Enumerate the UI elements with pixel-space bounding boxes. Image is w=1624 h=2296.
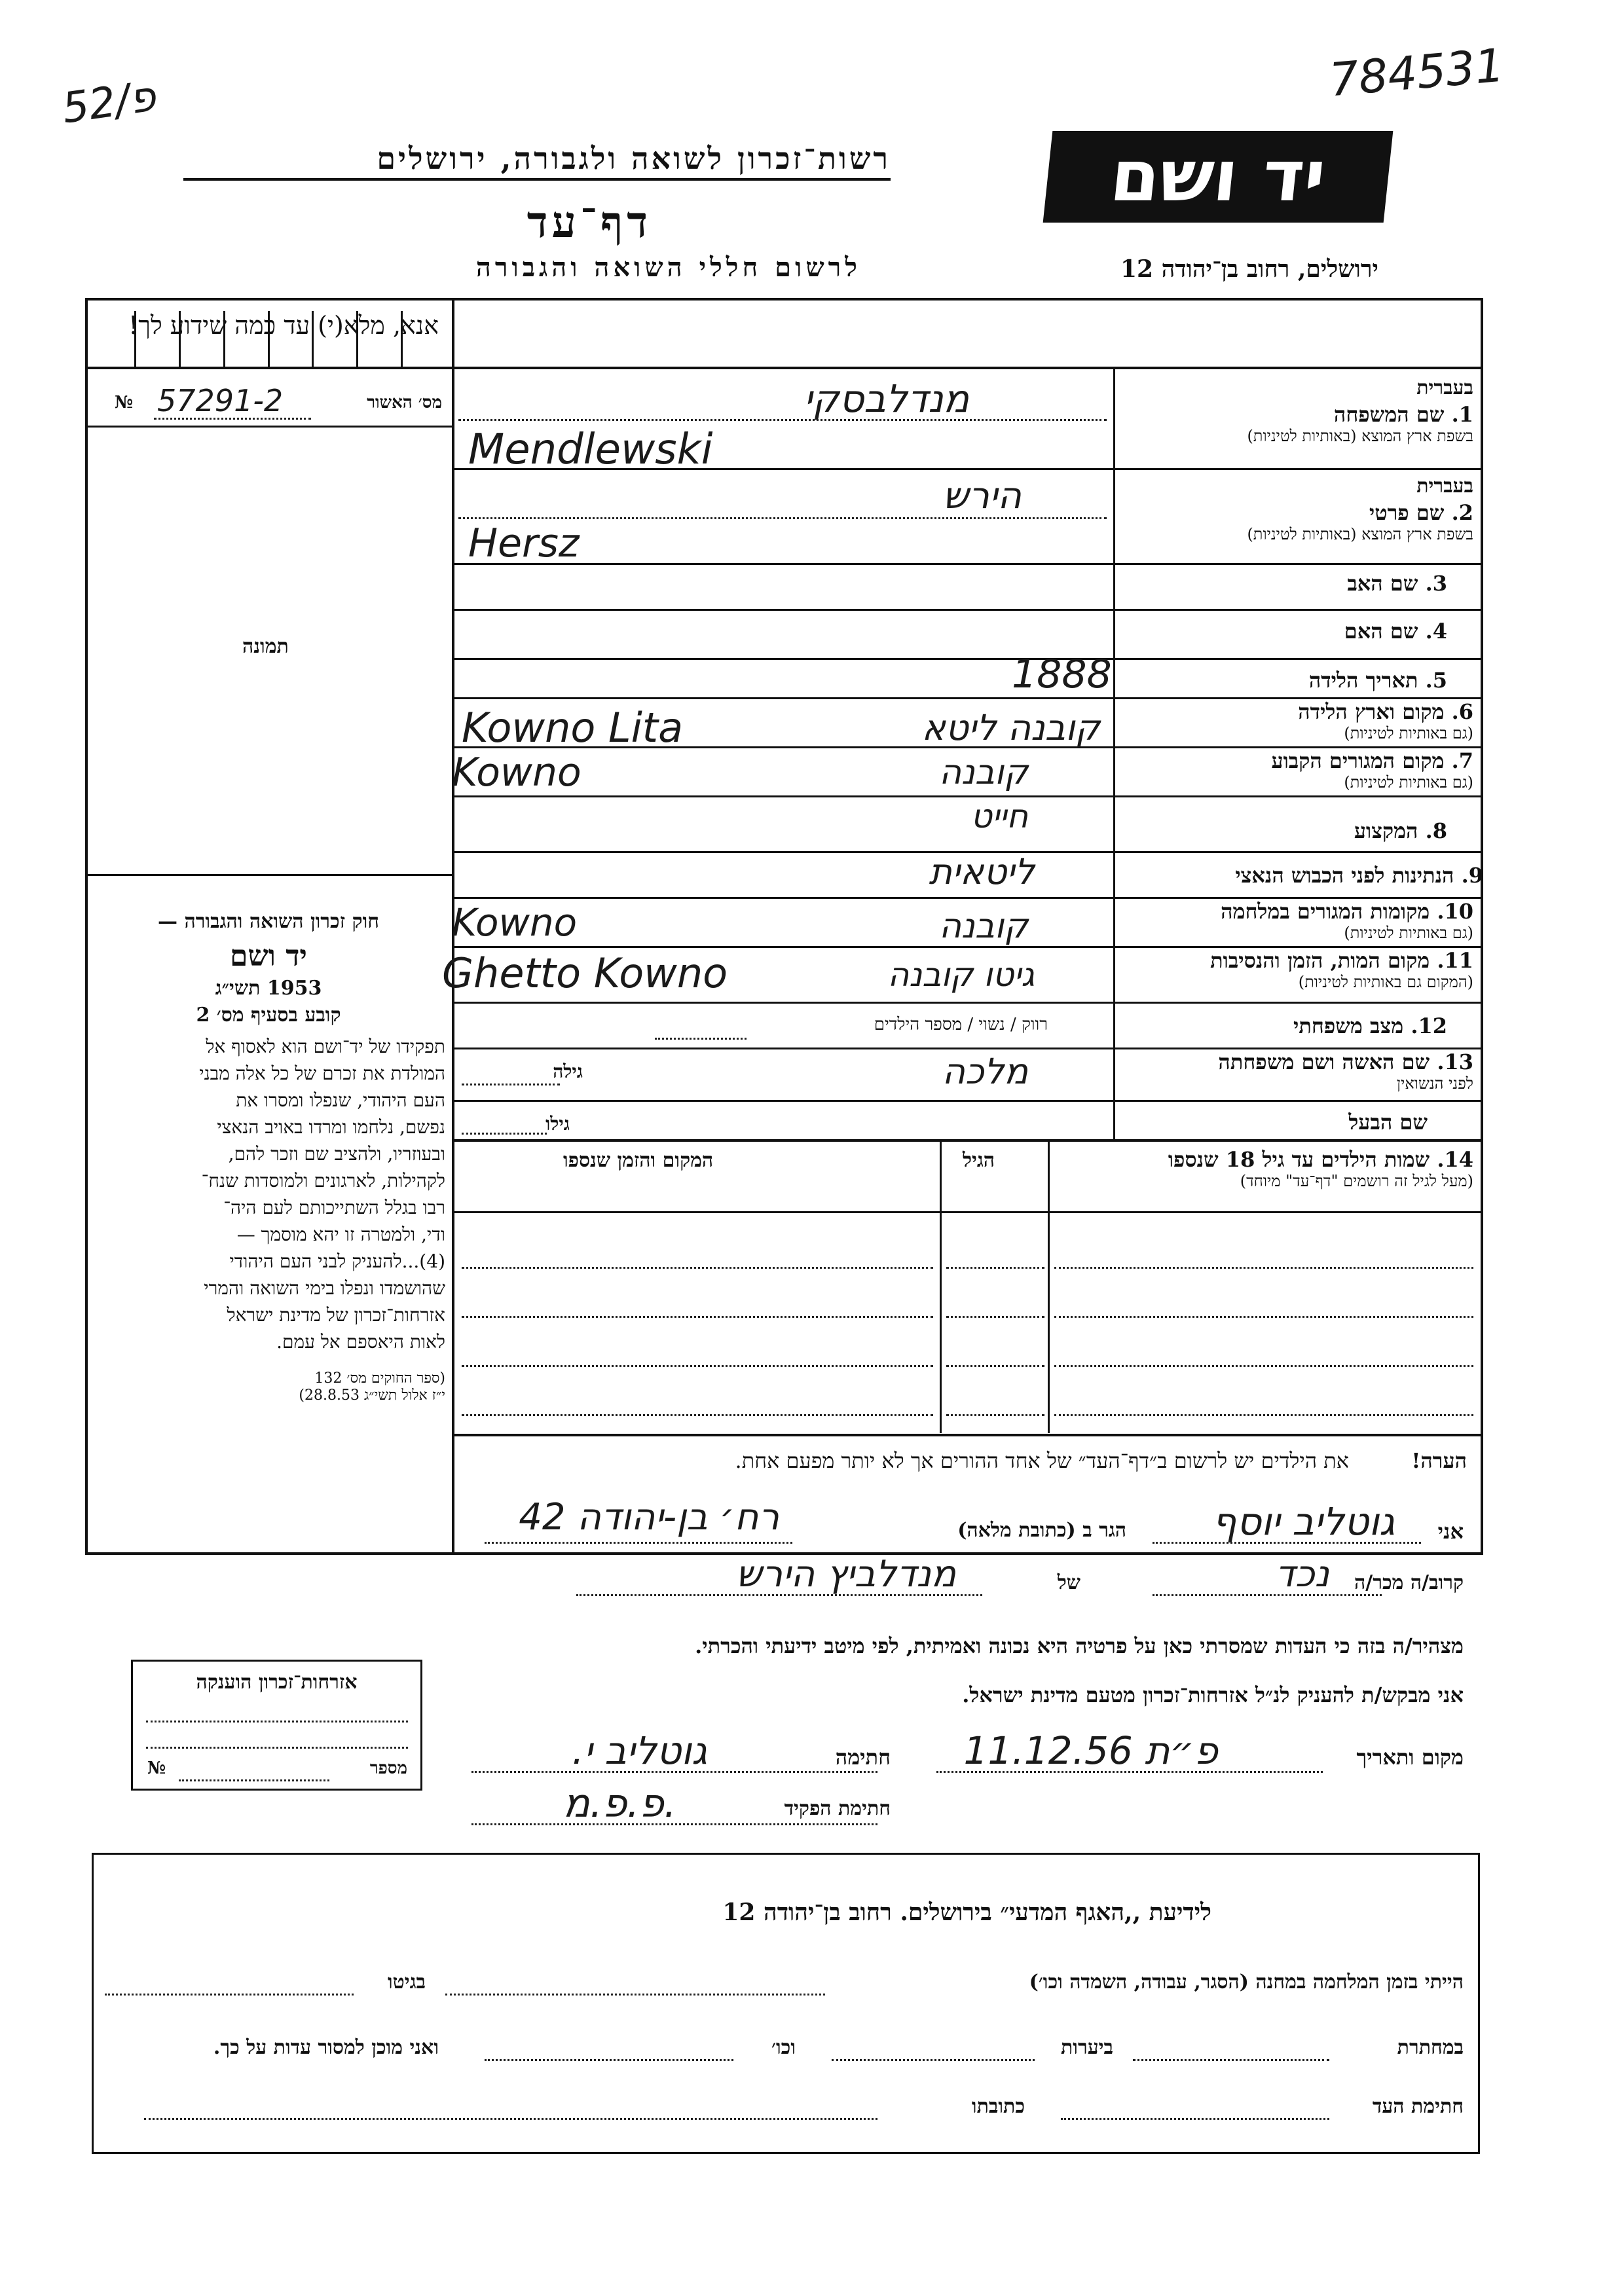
bottom-line3-b: כתובתו <box>971 2095 1025 2118</box>
residence-latin: Kowno <box>452 750 581 795</box>
bottom-line2-d: ואני מוכן למסור עדות על כך. <box>213 2036 439 2059</box>
law-line: תפקידו של יד־ושם הוא לאסוף אל <box>206 1036 445 1057</box>
place-date-label: מקום ותאריך <box>1356 1745 1464 1770</box>
corner-handwritten-left: 52/פ <box>59 72 159 134</box>
bottom-line2-c: וכו׳ <box>771 2036 796 2059</box>
law-line: המולדת את זכרם של כל אלה מבני <box>199 1063 445 1084</box>
wartime-residence-hebrew: קובנה <box>939 907 1028 946</box>
of-label: של <box>1057 1571 1080 1594</box>
yad-vashem-logo <box>1043 131 1393 223</box>
logo-text: יד ושם <box>1106 136 1330 217</box>
marital-options: רווק / נשוי / מספר הילדים <box>874 1015 1048 1034</box>
law-line: לאות היאספם אל עמם. <box>276 1331 445 1353</box>
relation-value: נכד <box>1275 1553 1329 1595</box>
field-wife: 13. שם האשה ושם משפחתה לפני הנשואין <box>1116 1049 1473 1093</box>
field-residence: 7. מקום המגורים הקבוע (גם באותיות לטיניות) <box>1116 748 1473 792</box>
law-line: (4)...להעניק לבני העם היהודי <box>229 1250 445 1272</box>
bottom-line1-b: בגיטו <box>387 1971 426 1994</box>
bottom-box <box>92 1853 1480 2154</box>
field-nationality-label: 9. הנתינות לפני הכבוש הנאצי <box>1235 863 1483 888</box>
photo-label: תמונה <box>242 635 289 658</box>
request-text: אני מבקש/ת להעניק לנ״ל אזרחות־זכרון מטעם מדינת ישראל. <box>962 1683 1464 1707</box>
field-sub: (גם באותיות לטיניות) <box>1344 724 1473 742</box>
declarant-signature: גוטליב י. <box>572 1728 707 1773</box>
field-father-label: 3. שם האב <box>1347 571 1447 596</box>
declarant-name: גוטליב יוסף <box>1212 1499 1395 1544</box>
law-line: העם היהודי, שנפלו ומסרו את <box>236 1089 445 1111</box>
field-hebrew-tag: בעברית <box>1416 376 1473 399</box>
header-address: ירושלים, רחוב בן־יהודה 12 <box>1120 255 1378 283</box>
bottom-line1-a: הייתי בזמן המלחמה במחנה (הסגר, עבודה, השמדה וכו׳) <box>1029 1971 1464 1994</box>
declarant-resides-label: הגר ב (כתובת מלאה) <box>957 1519 1126 1542</box>
birthplace-hebrew: קובנה ליטא <box>921 707 1100 748</box>
place-date-value: פ״ת 11.12.56 <box>963 1728 1218 1773</box>
bottom-line2-b: ביערות <box>1060 2036 1113 2059</box>
children-header: 14. שמות הילדים עד גיל 18 שנספו (מעל לגיל זה רושמים "דף־עד" מיוחד) <box>1051 1147 1473 1191</box>
law-year-he: תשי״ג <box>215 977 261 1000</box>
bottom-line2-a: במחתרת <box>1397 2036 1464 2059</box>
corner-handwritten-right: 784531 <box>1327 38 1507 107</box>
law-footnote-2: י״ז אלול תשי״ג 28.8.53) <box>299 1387 445 1404</box>
field-birthdate-label: 5. תאריך הלידה <box>1308 668 1447 693</box>
law-footnote-1: (ספר החוקים מס׳ 132 <box>314 1370 445 1387</box>
husband-age-label: גילו <box>545 1113 570 1135</box>
approval-prefix: № <box>115 393 134 412</box>
official-signature: פ.פ.מ. <box>563 1781 676 1827</box>
approval-value: 57291-2 <box>157 383 284 418</box>
residence-hebrew: קובנה <box>939 753 1028 792</box>
note-text: את הילדים יש לרשום ב״דף־העד״ של אחד ההורים אך לא יותר מפעם אחת. <box>735 1448 1349 1473</box>
citizenship-number-label: מספר <box>369 1758 407 1778</box>
law-year: 1953 <box>267 977 322 1000</box>
citizenship-box <box>131 1660 422 1791</box>
form-title: דף־עד <box>526 196 652 247</box>
official-signature-label: חתימת הפקיד <box>784 1797 891 1820</box>
field-sub: (המקום גם באותיות לטיניות) <box>1298 973 1473 991</box>
authority-name: רשות־זכרון לשואה ולגבורה, ירושלים <box>377 141 891 176</box>
profession-value: חייט <box>970 797 1028 835</box>
law-line: רבו בגלל השתייכותם לעם היה־ <box>223 1197 445 1218</box>
bottom-title: לידיעת ,,האגף המדעי״ בירושלים. רחוב בן־יהודה 12 <box>722 1899 1211 1926</box>
citizenship-prefix: № <box>147 1758 166 1778</box>
field-husband-label: שם הבעל <box>1348 1110 1428 1135</box>
signature-label: חתימה <box>835 1745 891 1770</box>
family-name-hebrew: מנדלבסקי <box>803 376 969 421</box>
note-label: הערה! <box>1411 1448 1467 1473</box>
relation-label: קרוב/ה מכר/ה <box>1354 1571 1464 1594</box>
field-sub: לפני הנשואין <box>1396 1074 1473 1093</box>
birthplace-latin: Kowno Lita <box>462 704 684 752</box>
law-box <box>92 910 445 1532</box>
wife-name-value: מלכה <box>942 1051 1028 1092</box>
field-sub: (גם באותיות לטיניות) <box>1344 773 1473 792</box>
children-col-age: הגיל <box>963 1149 995 1172</box>
field-marital-label: 12. מצב משפחתי <box>1293 1013 1447 1038</box>
children-col-place: המקום והזמן שנספו <box>563 1149 714 1172</box>
family-name-latin: Mendlewski <box>468 426 713 474</box>
approval-number <box>115 383 442 419</box>
field-family-name <box>1116 376 1473 468</box>
field-birthplace: 6. מקום וארץ הלידה (גם באותיות לטיניות) <box>1116 699 1473 743</box>
law-line: נפשם, נלחמו ומרדו באויב הנאצי <box>217 1116 445 1138</box>
form-subtitle: לרשום חללי השואה והגבורה <box>475 252 861 283</box>
bottom-line3-a: חתימת העד <box>1372 2095 1464 2118</box>
field-wartime-residence: 10. מקומות המגורים במלחמה (גם באותיות לטיניות) <box>1116 899 1473 943</box>
field-death: 11. מקום המות, הזמן והנסיבות (המקום גם באותיות לטיניות) <box>1116 948 1473 992</box>
wife-age-label: גילה <box>553 1061 583 1082</box>
field-sub: בשפת ארץ המוצא (באותיות לטיניות) <box>1247 525 1473 543</box>
field-num: 2. <box>1451 500 1473 525</box>
intro-text: אנא, מלא(י) עד כמה שידוע לך! <box>128 311 439 340</box>
citizenship-title: אזרחות־זכרון הוענקה <box>196 1671 358 1694</box>
field-label: שם המשפחה <box>1333 402 1445 427</box>
approval-label: מס׳ האשור <box>367 393 442 412</box>
declaration-text: מצהיר/ה בזה כי העדות שמסרתי כאן על פרטיה היא נכונה ואמיתית, לפי מיטב ידיעתי והכרתי. <box>695 1633 1464 1658</box>
first-name-hebrew: הירש <box>942 475 1022 517</box>
law-line: ודי, ולמטרה זו יהא מוסמך — <box>236 1224 445 1245</box>
law-name: יד ושם <box>230 939 307 973</box>
nationality-value: ליטאית <box>929 851 1035 892</box>
field-profession-label: 8. המקצוע <box>1354 818 1447 843</box>
law-line: אזרחות־זכרון של מדינת ישראל <box>227 1304 445 1326</box>
field-label: שם פרטי <box>1369 500 1445 525</box>
wartime-residence-latin: Kowno <box>452 900 578 945</box>
field-sub: בשפת ארץ המוצא (באותיות לטיניות) <box>1247 427 1473 445</box>
law-title: חוק זכרון השואה והגבורה — <box>158 910 379 933</box>
field-mother-label: 4. שם האם <box>1344 619 1447 644</box>
law-line: לקהילות, לארגונים ולמוסדות שנח־ <box>201 1170 445 1192</box>
field-hebrew-tag: בעברית <box>1416 475 1473 498</box>
birthdate-value: 1888 <box>1012 651 1112 697</box>
death-place-latin: Ghetto Kowno <box>442 949 728 997</box>
declarant-ani: אני <box>1437 1519 1464 1544</box>
declarant-address: רח׳ בן-יהודה 42 <box>519 1496 779 1539</box>
law-text <box>92 1033 445 1355</box>
law-line: ובעוזריו, ולהציב שם וזכר להם, <box>228 1143 445 1165</box>
field-num: 1. <box>1451 402 1473 427</box>
first-name-latin: Hersz <box>468 520 580 566</box>
death-place-hebrew: גיטו קובנה <box>887 956 1035 994</box>
law-clause: קובע בסעיף מס׳ 2 <box>196 1004 341 1027</box>
law-line: שהושמדו ונפלו בימי השואה והמרי <box>204 1277 445 1299</box>
children-sub: (מעל לגיל זה רושמים "דף־עד" מיוחד) <box>1240 1172 1473 1190</box>
of-name: מנדלביץ הירש <box>735 1553 956 1595</box>
field-first-name <box>1116 475 1473 563</box>
field-sub: (גם באותיות לטיניות) <box>1344 924 1473 942</box>
